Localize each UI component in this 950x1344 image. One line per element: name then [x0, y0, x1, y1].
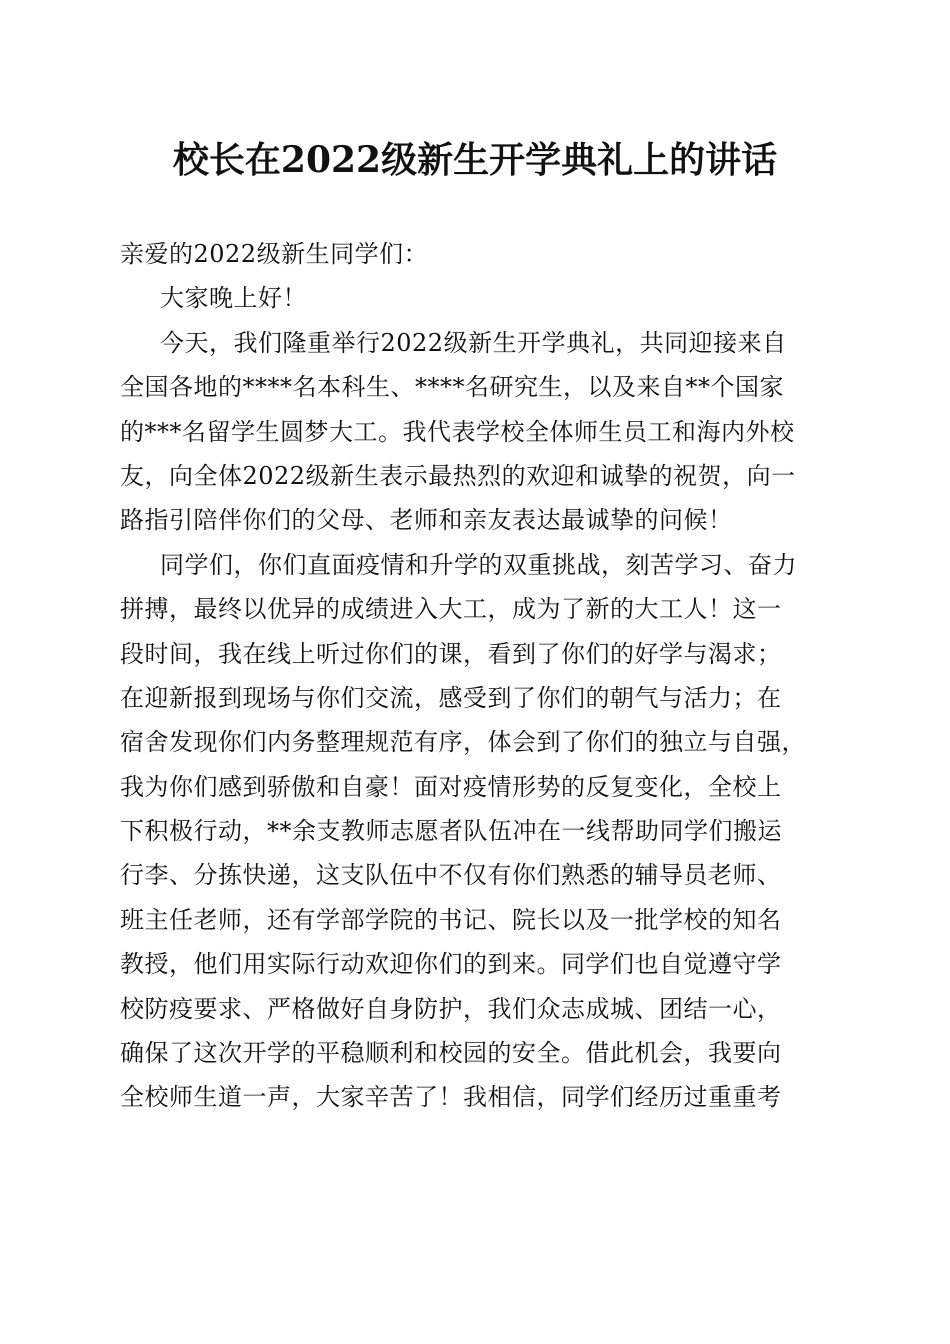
paragraph-line: 拼搏，最终以优异的成绩进入大工，成为了新的大工人！这一 [120, 595, 782, 624]
paragraph-line: 的***名留学生圆梦大工。我代表学校全体师生员工和海内外校 [120, 417, 795, 446]
paragraph-line: 路指引陪伴你们的父母、老师和亲友表达最诚挚的问候！ [120, 506, 733, 535]
paragraph-line: 下积极行动，**余支教师志愿者队伍冲在一线帮助同学们搬运 [120, 817, 782, 846]
document-body [120, 232, 840, 1120]
paragraph-line: 同学们，你们直面疫情和升学的双重挑战，刻苦学习、奋力 [160, 550, 797, 579]
paragraph-line: 教授，他们用实际行动欢迎你们的到来。同学们也自觉遵守学 [120, 950, 782, 979]
paragraph-line: 在迎新报到现场与你们交流，感受到了你们的朝气与活力；在 [120, 683, 782, 712]
paragraph-line: 全校师生道一声，大家辛苦了！我相信，同学们经历过重重考 [120, 1083, 782, 1112]
paragraph-line: 确保了这次开学的平稳顺利和校园的安全。借此机会，我要向 [120, 1039, 782, 1068]
paragraph-line: 友，向全体2022级新生表示最热烈的欢迎和诚挚的祝贺，向一 [120, 461, 796, 490]
paragraph-line: 班主任老师，还有学部学院的书记、院长以及一批学校的知名 [120, 905, 782, 934]
greeting-line: 大家晚上好！ [160, 284, 307, 313]
paragraph-line: 段时间，我在线上听过你们的课，看到了你们的好学与渴求； [120, 639, 782, 668]
paragraph-line: 行李、分拣快递，这支队伍中不仅有你们熟悉的辅导员老师、 [120, 861, 782, 890]
paragraph-line: 我为你们感到骄傲和自豪！面对疫情形势的反复变化，全校上 [120, 772, 782, 801]
paragraph-line: 全国各地的****名本科生、****名研究生，以及来自**个国家 [120, 373, 784, 402]
salutation-line: 亲爱的2022级新生同学们： [120, 240, 429, 268]
paragraph-line: 校防疫要求、严格做好自身防护，我们众志成城、团结一心， [120, 994, 782, 1023]
paragraph-line: 今天，我们隆重举行2022级新生开学典礼，共同迎接来自 [160, 328, 787, 357]
paragraph-line: 宿舍发现你们内务整理规范有序，体会到了你们的独立与自强， [120, 728, 806, 757]
document-title: 校长在2022级新生开学典礼上的讲话 [172, 139, 778, 181]
